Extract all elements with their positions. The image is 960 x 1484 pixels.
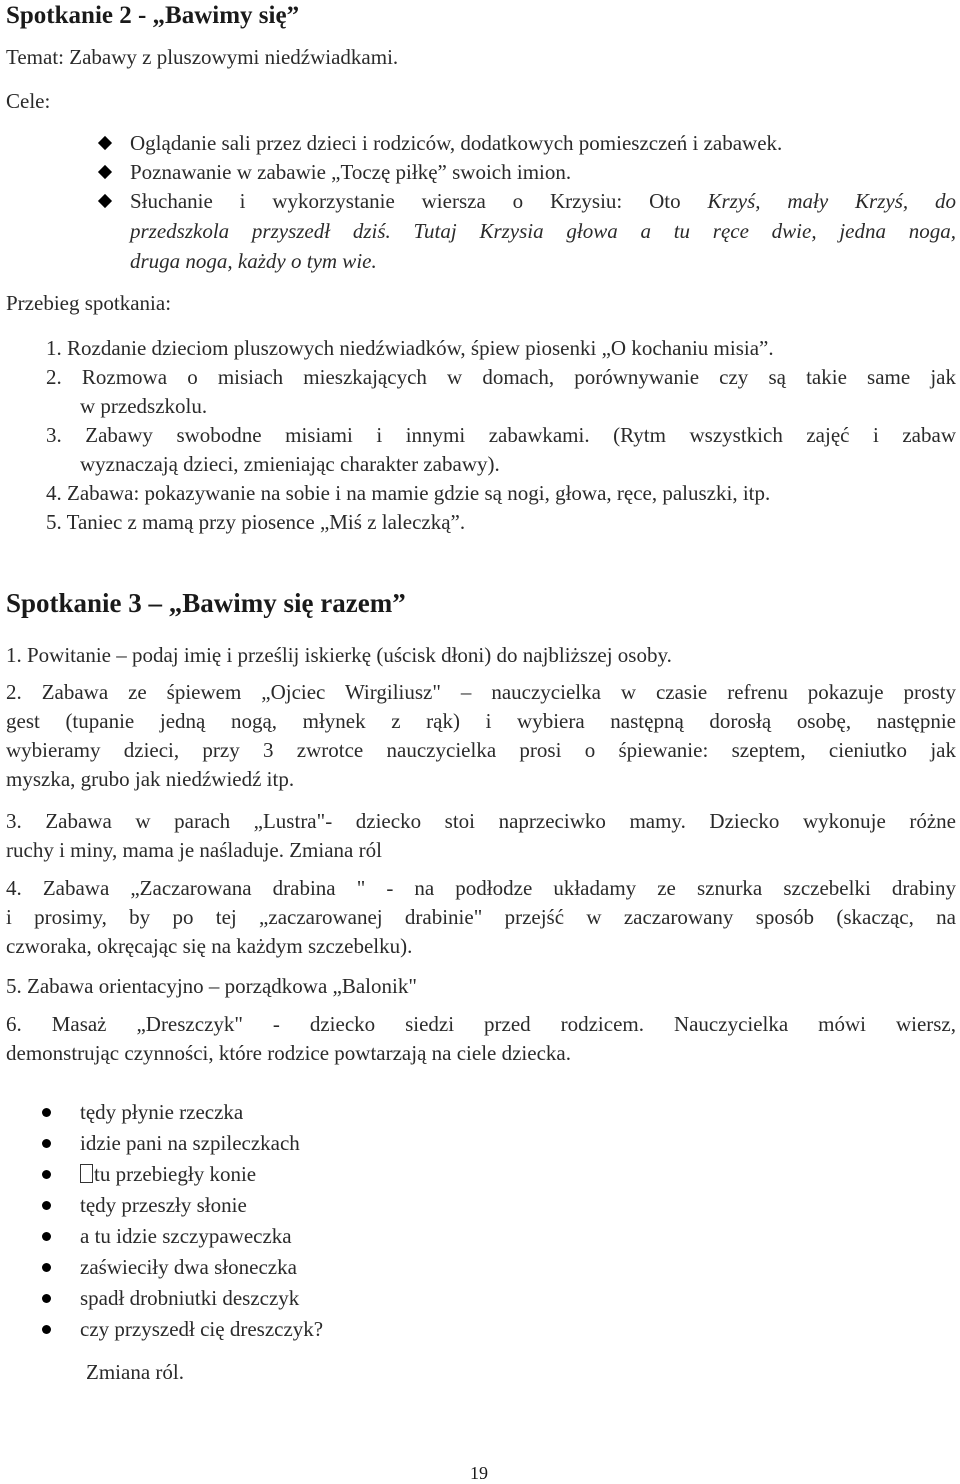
round-bullet-icon [42,1294,51,1303]
s3-item-5: 5. Zabawa orientacyjno – porządkowa „Balonik" [6,974,417,998]
przebieg-item-2-line-2: w przedszkolu. [80,394,208,418]
cele-item-2: Poznawanie w zabawie „Toczę piłkę” swoich imion. [130,160,572,184]
cele-label: Cele: [6,89,51,113]
round-bullet-icon [42,1325,51,1334]
s3-item-2-line-2: gest (tupanie jedną nogą, młynek z rąk) i wybiera następną dorosłą osobę, następnie [6,709,956,733]
s3-item-4-line-3: czworaka, okręcając się na każdym szczebelku). [6,934,413,958]
diamond-bullet-icon [98,136,112,150]
poem-line-1: tędy płynie rzeczka [80,1100,244,1124]
page-number: 19 [470,1463,488,1483]
temat-line: Temat: Zabawy z pluszowymi niedźwiadkami. [6,45,399,69]
poem-line-8: czy przyszedł cię dreszczyk? [80,1317,324,1341]
przebieg-item-3-line-2: wyznaczają dzieci, zmieniając charakter zabawy). [80,452,500,476]
round-bullet-icon [42,1108,51,1117]
cele-item-3-line-1 [130,186,956,216]
poem-line-5: a tu idzie szczypaweczka [80,1224,292,1248]
s3-item-4-line-1: 4. Zabawa „Zaczarowana drabina " - na podłodze układamy ze sznurka szczebelki drabiny [6,876,956,900]
s3-item-6-line-2: demonstrując czynności, które rodzice powtarzają na ciele dziecka. [6,1041,571,1065]
zmiana-rol: Zmiana ról. [86,1360,184,1384]
round-bullet-icon [42,1201,51,1210]
przebieg-item-4: 4. Zabawa: pokazywanie na sobie i na mamie gdzie są nogi, głowa, ręce, paluszki, itp. [46,481,771,505]
poem-line-6: zaświeciły dwa słoneczka [80,1255,297,1279]
s3-item-3-line-2: ruchy i miny, mama je naśladuje. Zmiana ról [6,838,382,862]
missing-glyph-box-icon [80,1164,93,1183]
round-bullet-icon [42,1139,51,1148]
poem-line-3-text: tu przebiegły konie [94,1162,257,1186]
s3-item-2-line-1: 2. Zabawa ze śpiewem „Ojciec Wirgiliusz" – nauczycielka w czasie refrenu pokazuje prosty [6,680,956,704]
poem-line-4: tędy przeszły słonie [80,1193,247,1217]
s3-item-1: 1. Powitanie – podaj imię i prześlij iskierkę (uścisk dłoni) do najbliższej osoby. [6,643,672,667]
poem-line-2: idzie pani na szpileczkach [80,1131,300,1155]
cele-item-3-plain: Słuchanie i wykorzystanie wiersza o Krzysiu: Oto [130,189,708,213]
s3-item-2-line-4: myszka, grubo jak niedźwiedź itp. [6,767,295,791]
heading-spotkanie-2: Spotkanie 2 - „Bawimy się” [6,2,300,29]
s3-item-6-line-1: 6. Masaż „Dreszczyk" - dziecko siedzi przed rodzicem. Nauczycielka mówi wiersz, [6,1012,956,1036]
diamond-bullet-icon [98,165,112,179]
diamond-bullet-icon [98,194,112,208]
cele-item-3-italic: Krzyś, mały Krzyś, do [707,189,956,213]
przebieg-label: Przebieg spotkania: [6,291,172,315]
s3-item-3-line-1: 3. Zabawa w parach „Lustra"- dziecko stoi naprzeciwko mamy. Dziecko wykonuje różne [6,809,956,833]
heading-spotkanie-3: Spotkanie 3 – „Bawimy się razem” [6,588,406,618]
s3-item-4-line-2: i prosimy, by po tej „zaczarowanej drabinie" przejść w zaczarowany sposób (skacząc, na [6,905,956,929]
poem-line-7: spadł drobniutki deszczyk [80,1286,300,1310]
s3-item-2-line-3: wybieramy dzieci, przy 3 zwrotce nauczycielka prosi o śpiewanie: szeptem, cieniutko jak [6,738,956,762]
cele-item-3-line-3: druga noga, każdy o tym wie. [130,249,377,273]
przebieg-item-5: 5. Taniec z mamą przy piosence „Miś z laleczką”. [46,510,466,534]
przebieg-item-2-line-1: 2. Rozmowa o misiach mieszkających w domach, porównywanie czy są takie same jak [46,365,956,389]
przebieg-item-3-line-1: 3. Zabawy swobodne misiami i innymi zabawkami. (Rytm wszystkich zajęć i zabaw [46,423,956,447]
poem-line-3 [80,1159,256,1189]
przebieg-item-1: 1. Rozdanie dzieciom pluszowych niedźwiadków, śpiew piosenki „O kochaniu misia”. [46,336,774,360]
round-bullet-icon [42,1263,51,1272]
cele-item-1: Oglądanie sali przez dzieci i rodziców, dodatkowych pomieszczeń i zabawek. [130,131,783,155]
cele-item-3-line-2: przedszkola przyszedł dziś. Tutaj Krzysia głowa a tu ręce dwie, jedna noga, [130,219,956,243]
round-bullet-icon [42,1170,51,1179]
round-bullet-icon [42,1232,51,1241]
